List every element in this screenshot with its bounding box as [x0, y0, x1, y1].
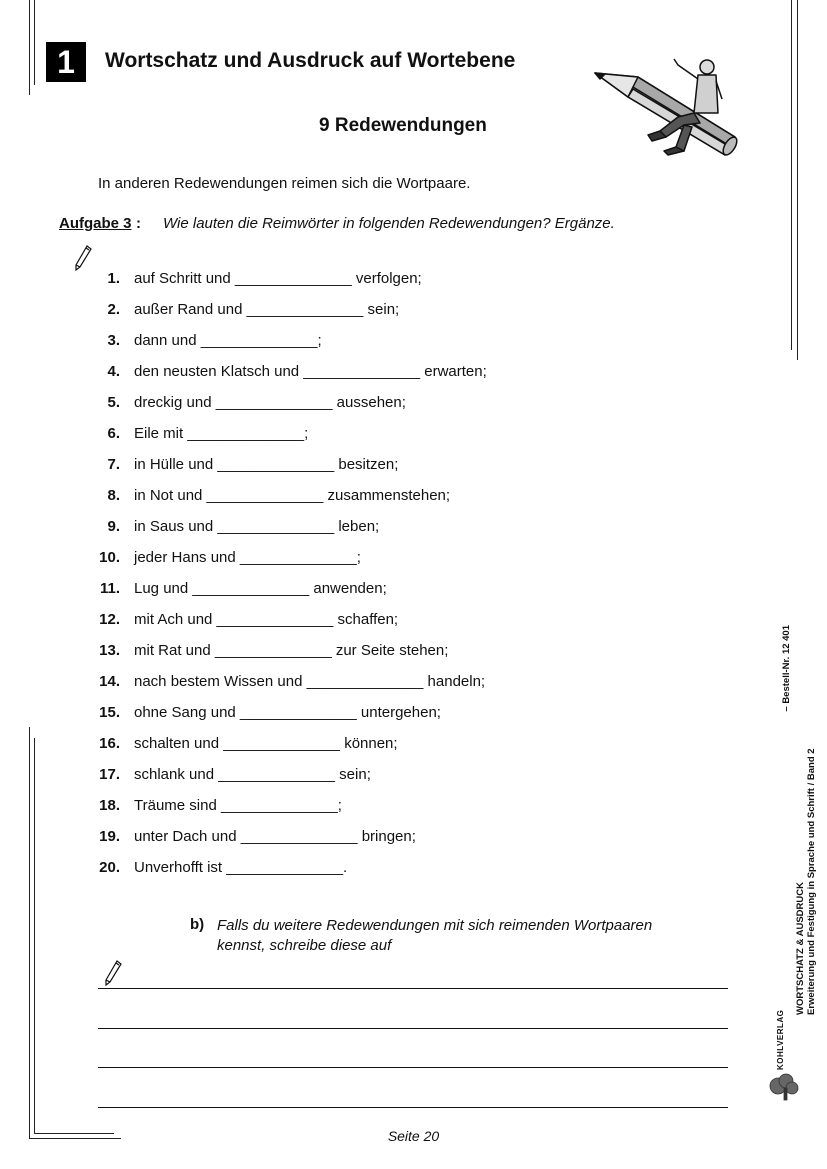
item-number: 1. [107, 270, 120, 287]
exercise-item [96, 270, 616, 292]
frame-left-top-outer [29, 0, 30, 95]
side-book-title: Erweiterung und Festigung in Sprache und Schrift / Band 2 [806, 748, 817, 1015]
exercise-item [96, 828, 616, 850]
item-number: 8. [107, 487, 120, 504]
chapter-number-badge: 1 [46, 42, 86, 82]
exercise-item [96, 363, 616, 385]
item-number: 14. [99, 673, 120, 690]
exercise-item [96, 301, 616, 323]
part-b-line-2: kennst, schreibe diese auf [217, 937, 392, 954]
item-text: in Not und ______________ zusammenstehen; [134, 487, 451, 504]
pencil-icon [104, 960, 122, 986]
item-number: 17. [99, 766, 120, 783]
item-number: 18. [99, 797, 120, 814]
exercise-item [96, 456, 616, 478]
exercise-item [96, 580, 616, 602]
item-number: 2. [107, 301, 120, 318]
exercise-item [96, 735, 616, 757]
exercise-item [96, 766, 616, 788]
item-text: in Hülle und ______________ besitzen; [134, 456, 399, 473]
publisher-logo-text: KOHLVERLAG [776, 1009, 785, 1070]
item-text: Träume sind ______________; [134, 797, 342, 814]
item-number: 11. [99, 580, 120, 597]
item-text: mit Ach und ______________ schaffen; [134, 611, 399, 628]
item-number: 4. [107, 363, 120, 380]
writing-line[interactable] [98, 1107, 728, 1108]
writing-line[interactable] [98, 1067, 728, 1068]
frame-right-top-inner [791, 0, 792, 350]
exercise-item [96, 549, 616, 571]
item-number: 16. [99, 735, 120, 752]
exercise-item [96, 797, 616, 819]
item-text: dreckig und ______________ aussehen; [134, 394, 406, 411]
intro-text: In anderen Redewendungen reimen sich die Wortpaare. [98, 175, 471, 192]
item-number: 6. [107, 425, 120, 442]
part-b-line-1: Falls du weitere Redewendungen mit sich reimenden Wortpaaren [217, 917, 653, 934]
task-instruction: Wie lauten die Reimwörter in folgenden Redewendungen? Ergänze. [163, 215, 615, 232]
item-text: Unverhofft ist ______________. [134, 859, 348, 876]
item-number: 3. [107, 332, 120, 349]
item-number: 7. [107, 456, 120, 473]
pencil-rider-illustration [590, 55, 742, 165]
page-subtitle: 9 Redewendungen [319, 115, 487, 136]
item-text: schalten und ______________ können; [134, 735, 398, 752]
side-publication-info [781, 625, 817, 1015]
part-b-label: b) [190, 916, 205, 933]
item-text: ohne Sang und ______________ untergehen; [134, 704, 441, 721]
frame-left-bottom-outer [29, 727, 30, 1139]
item-text: außer Rand und ______________ sein; [134, 301, 400, 318]
frame-right-top-outer [797, 0, 798, 360]
item-number: 15. [99, 704, 120, 721]
item-text: den neusten Klatsch und ______________ erwarten; [134, 363, 487, 380]
task-label: Aufgabe 3 [59, 215, 132, 232]
item-text: mit Rat und ______________ zur Seite stehen; [134, 642, 449, 659]
exercise-item [96, 673, 616, 695]
frame-left-top-inner [34, 0, 35, 85]
page-number: Seite 20 [387, 1128, 440, 1144]
item-text: schlank und ______________ sein; [134, 766, 371, 783]
exercise-item [96, 518, 616, 540]
task-colon: : [136, 215, 141, 232]
side-series-title: WORTSCHATZ & AUSDRUCK [795, 882, 806, 1015]
item-number: 9. [107, 518, 120, 535]
exercise-item [96, 704, 616, 726]
tree-icon [766, 1072, 806, 1102]
item-number: 10. [99, 549, 120, 566]
item-text: Lug und ______________ anwenden; [134, 580, 387, 597]
item-number: 12. [99, 611, 120, 628]
item-text: in Saus und ______________ leben; [134, 518, 380, 535]
writing-line[interactable] [98, 988, 728, 989]
exercise-item [96, 425, 616, 447]
part-b-instruction [217, 916, 717, 956]
exercise-item [96, 487, 616, 509]
pencil-icon [74, 245, 92, 271]
publisher-logo [766, 1009, 806, 1102]
chapter-title: Wortschatz und Ausdruck auf Wortebene [105, 49, 516, 72]
exercise-item [96, 394, 616, 416]
exercise-item [96, 611, 616, 633]
side-order-number: – Bestell-Nr. 12 401 [781, 625, 792, 712]
item-text: nach bestem Wissen und ______________ handeln; [134, 673, 486, 690]
item-text: unter Dach und ______________ bringen; [134, 828, 416, 845]
frame-left-bottom-inner [34, 738, 35, 1134]
writing-line[interactable] [98, 1028, 728, 1029]
exercise-item [96, 642, 616, 664]
item-text: jeder Hans und ______________; [134, 549, 361, 566]
item-number: 13. [99, 642, 120, 659]
item-text: auf Schritt und ______________ verfolgen; [134, 270, 422, 287]
item-number: 20. [99, 859, 120, 876]
exercise-item [96, 332, 616, 354]
item-text: Eile mit ______________; [134, 425, 309, 442]
item-text: dann und ______________; [134, 332, 322, 349]
item-number: 19. [99, 828, 120, 845]
item-number: 5. [107, 394, 120, 411]
exercise-item [96, 859, 616, 881]
